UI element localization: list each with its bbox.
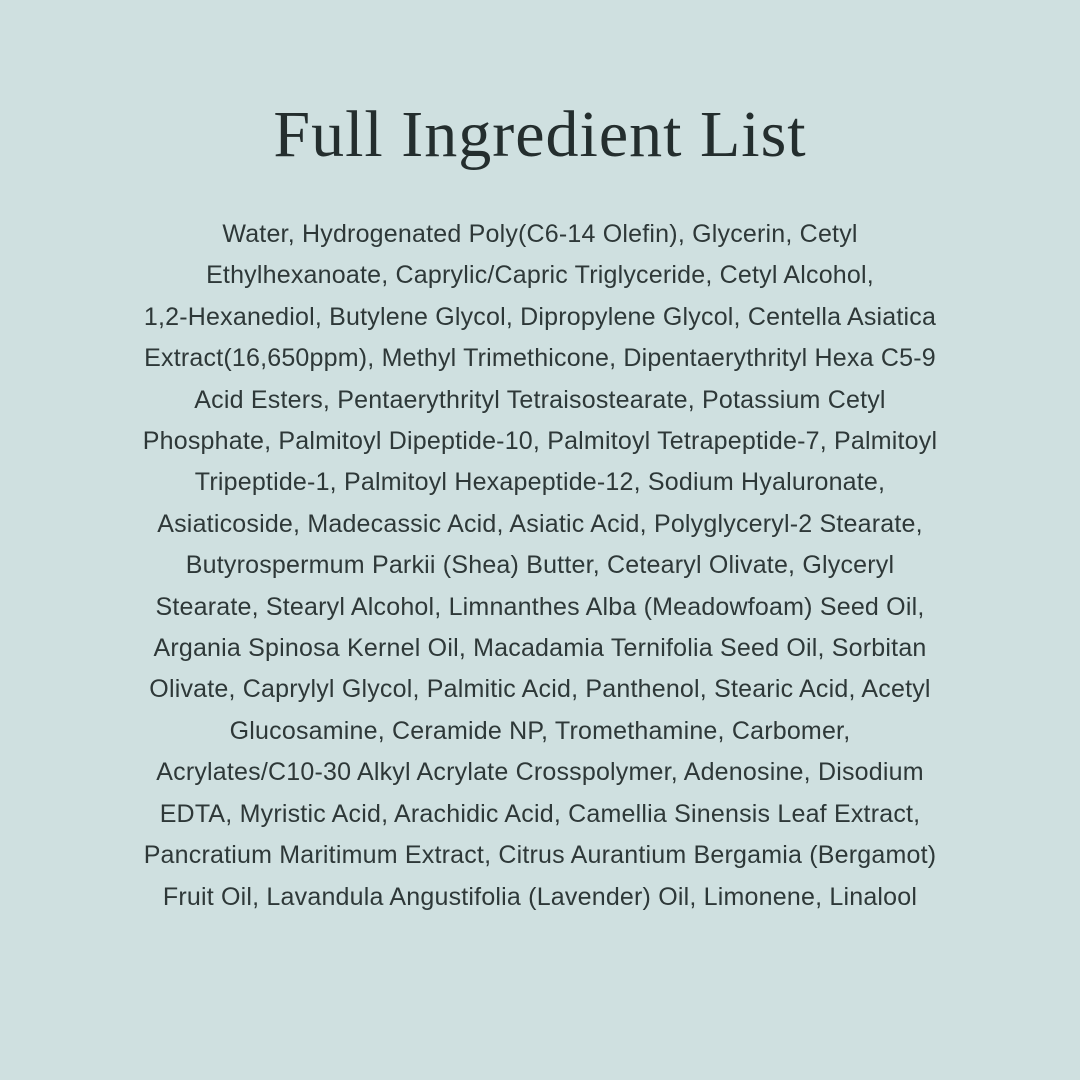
ingredient-line: Ethylhexanoate, Caprylic/Capric Triglyceride, Cetyl Alcohol, (206, 261, 874, 290)
ingredient-line: Fruit Oil, Lavandula Angustifolia (Lavender) Oil, Limonene, Linalool (162, 882, 918, 911)
ingredient-line: Pancratium Maritimum Extract, Citrus Aurantium Bergamia (Bergamot) (143, 841, 937, 870)
ingredient-line: EDTA, Myristic Acid, Arachidic Acid, Camellia Sinensis Leaf Extract, (159, 799, 921, 828)
ingredient-line: Asiaticoside, Madecassic Acid, Asiatic Acid, Polyglyceryl-2 Stearate, (157, 509, 923, 538)
ingredient-line: Olivate, Caprylyl Glycol, Palmitic Acid, Panthenol, Stearic Acid, Acetyl (149, 675, 931, 704)
ingredient-line: 1,2-Hexanediol, Butylene Glycol, Dipropylene Glycol, Centella Asiatica (143, 302, 937, 331)
ingredient-line: Acrylates/C10-30 Alkyl Acrylate Crosspolymer, Adenosine, Disodium (156, 758, 924, 787)
ingredient-line: Glucosamine, Ceramide NP, Tromethamine, Carbomer, (229, 716, 851, 745)
ingredient-line: Acid Esters, Pentaerythrityl Tetraisostearate, Potassium Cetyl (194, 385, 886, 414)
ingredient-line: Butyrospermum Parkii (Shea) Butter, Cetearyl Olivate, Glyceryl (185, 551, 895, 580)
ingredient-line: Stearate, Stearyl Alcohol, Limnanthes Alba (Meadowfoam) Seed Oil, (155, 592, 925, 621)
ingredient-line: Argania Spinosa Kernel Oil, Macadamia Ternifolia Seed Oil, Sorbitan (153, 634, 927, 663)
page-title: Full Ingredient List (273, 98, 807, 171)
ingredient-line: Water, Hydrogenated Poly(C6-14 Olefin), Glycerin, Cetyl (222, 220, 858, 248)
ingredient-line: Phosphate, Palmitoyl Dipeptide-10, Palmitoyl Tetrapeptide-7, Palmitoyl (142, 427, 938, 456)
ingredient-line: Extract(16,650ppm), Methyl Trimethicone, Dipentaerythrityl Hexa C5-9 (144, 344, 936, 373)
ingredient-list (143, 214, 938, 918)
ingredient-line: Tripeptide-1, Palmitoyl Hexapeptide-12, Sodium Hyaluronate, (194, 468, 886, 497)
